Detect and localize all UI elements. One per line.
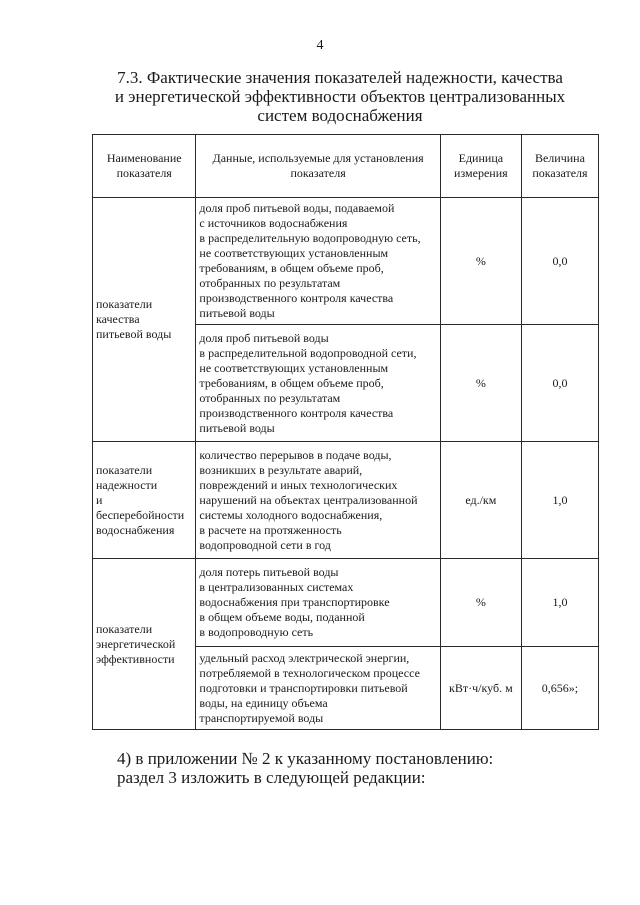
header-name: Наименование показателя: [93, 135, 196, 198]
closing-text: [117, 749, 493, 787]
section-title: [100, 68, 580, 125]
row-unit: %: [440, 325, 521, 442]
section-title-line: 7.3. Фактические значения показателей надежности, качества: [117, 68, 563, 87]
table-row: [93, 198, 599, 325]
row-data-text: удельный расход электрической энергии, потребляемой в технологическом процессе подготовки и транспортировки питьевой воды, на единицу объема транспортируемой воды: [196, 647, 440, 730]
row-value: 0,0: [521, 198, 598, 325]
header-value: Величина показателя: [521, 135, 598, 198]
row-value: 0,656»;: [521, 647, 598, 730]
group-name-quality: показатели качества питьевой воды: [93, 198, 196, 442]
table-header-row: [93, 135, 599, 198]
table-row: [93, 559, 599, 647]
section-title-line: систем водоснабжения: [257, 106, 423, 125]
row-unit: кВт·ч/куб. м: [440, 647, 521, 730]
page-number: 4: [316, 38, 324, 53]
row-data-text: доля проб питьевой воды в распределительной водопроводной сети, не соответствующих установленным требованиям, в общем объеме проб, отобранных по результатам производственного контроля качества питьевой воды: [196, 325, 440, 442]
row-value: 1,0: [521, 559, 598, 647]
indicators-table: [92, 134, 599, 730]
row-data-text: количество перерывов в подаче воды, возникших в результате аварий, повреждений и иных технологических нарушений на объектах централизованной системы холодного водоснабжения, в расчете на протяженность водопроводной сети в год: [196, 442, 440, 559]
group-name-energy: показатели энергетической эффективности: [93, 559, 196, 730]
header-unit: Единица измерения: [440, 135, 521, 198]
closing-text-line: 4) в приложении № 2 к указанному постановлению:: [117, 749, 494, 768]
row-unit: %: [440, 198, 521, 325]
row-data-text: доля потерь питьевой воды в централизованных системах водоснабжения при транспортировке в общем объеме воды, поданной в водопроводную сеть: [196, 559, 440, 647]
table-row: [93, 442, 599, 559]
row-value: 1,0: [521, 442, 598, 559]
group-name-reliability: показатели надежности и бесперебойности водоснабжения: [93, 442, 196, 559]
header-data: Данные, используемые для установления показателя: [196, 135, 440, 198]
section-title-line: и энергетической эффективности объектов централизованных: [114, 87, 566, 106]
row-unit: ед./км: [440, 442, 521, 559]
row-value: 0,0: [521, 325, 598, 442]
closing-text-line: раздел 3 изложить в следующей редакции:: [117, 768, 426, 787]
row-data-text: доля проб питьевой воды, подаваемой с источников водоснабжения в распределительную водопроводную сеть, не соответствующих установленным требованиям, в общем объеме проб, отобранных по результатам производственного контроля качества питьевой воды: [196, 198, 440, 325]
row-unit: %: [440, 559, 521, 647]
